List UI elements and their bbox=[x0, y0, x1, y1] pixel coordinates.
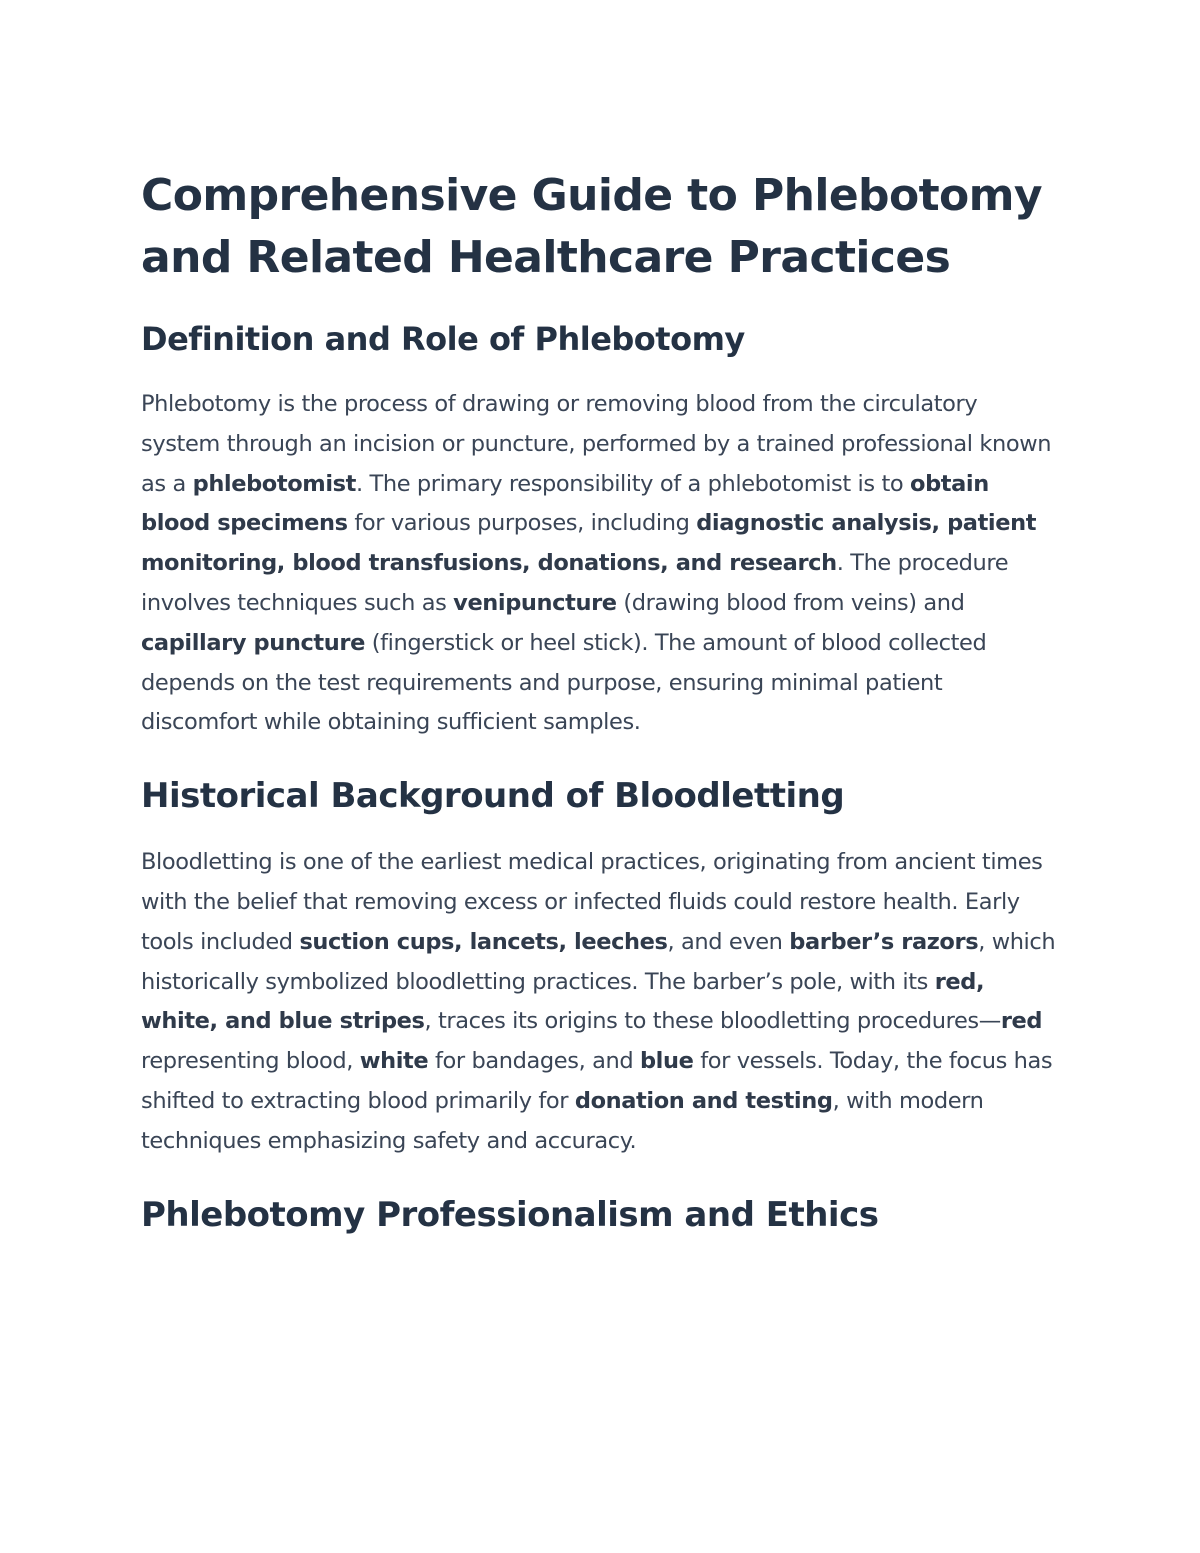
text-run: , traces its origins to these bloodletting procedures— bbox=[424, 1008, 1001, 1035]
text-run: Phlebotomy is the process of drawing or removing blood from the circulatory system through an incision or puncture, performed by a trained professional known as a bbox=[141, 391, 1052, 497]
bold-term: obtain blood specimens bbox=[141, 470, 989, 537]
bold-term: white bbox=[359, 1048, 429, 1075]
bold-term: blue bbox=[639, 1048, 694, 1075]
bold-term: diagnostic analysis, patient monitoring, blood transfusions, donations, and research bbox=[141, 510, 1037, 577]
bold-term: barber’s razors bbox=[789, 928, 979, 955]
text-run: for bandages, and bbox=[428, 1048, 640, 1075]
text-run: . The primary responsibility of a phlebotomist is to bbox=[356, 470, 911, 497]
text-run: Bloodletting is one of the earliest medical practices, originating from ancient times with the belief that removing excess or infected fluids could restore health. Early tools included bbox=[141, 849, 1043, 955]
text-run: (drawing blood from veins) and bbox=[616, 589, 965, 616]
text-run: for vessels. Today, the focus has shifted to extracting blood primarily for bbox=[141, 1048, 1053, 1114]
document-page bbox=[141, 165, 1061, 1238]
section-heading-definition: Definition and Role of Phlebotomy bbox=[141, 320, 745, 358]
section-heading-history: Historical Background of Bloodletting bbox=[141, 776, 845, 817]
bold-term: phlebotomist bbox=[192, 470, 356, 497]
text-run: , with modern techniques emphasizing safety and accuracy. bbox=[141, 1087, 984, 1154]
text-run: representing blood, bbox=[141, 1048, 360, 1075]
bold-term: red, white, and blue stripes bbox=[141, 968, 985, 1035]
bold-term: capillary puncture bbox=[141, 629, 365, 656]
page-title: Comprehensive Guide to Phlebotomy and Related Healthcare Practices bbox=[141, 170, 1042, 283]
bold-term: donation and testing bbox=[574, 1087, 833, 1114]
bold-term: red bbox=[1000, 1008, 1043, 1035]
text-run: , which historically symbolized bloodletting practices. The barber’s pole, with its bbox=[141, 928, 1056, 995]
section-heading-professionalism: Phlebotomy Professionalism and Ethics bbox=[141, 1194, 879, 1235]
text-run: , and even bbox=[667, 928, 790, 955]
section-paragraph-history bbox=[141, 843, 1061, 1161]
bold-term: suction cups, lancets, leeches bbox=[299, 928, 668, 955]
text-run: (fingerstick or heel stick). The amount of blood collected depends on the test requirements and purpose, ensuring minimal patient discomfort while obtaining sufficient samples. bbox=[141, 629, 987, 736]
text-run: for various purposes, including bbox=[347, 510, 697, 537]
section-paragraph-definition bbox=[141, 385, 1061, 743]
text-run: . The procedure involves techniques such as bbox=[141, 550, 1009, 616]
bold-term: venipuncture bbox=[453, 589, 617, 616]
